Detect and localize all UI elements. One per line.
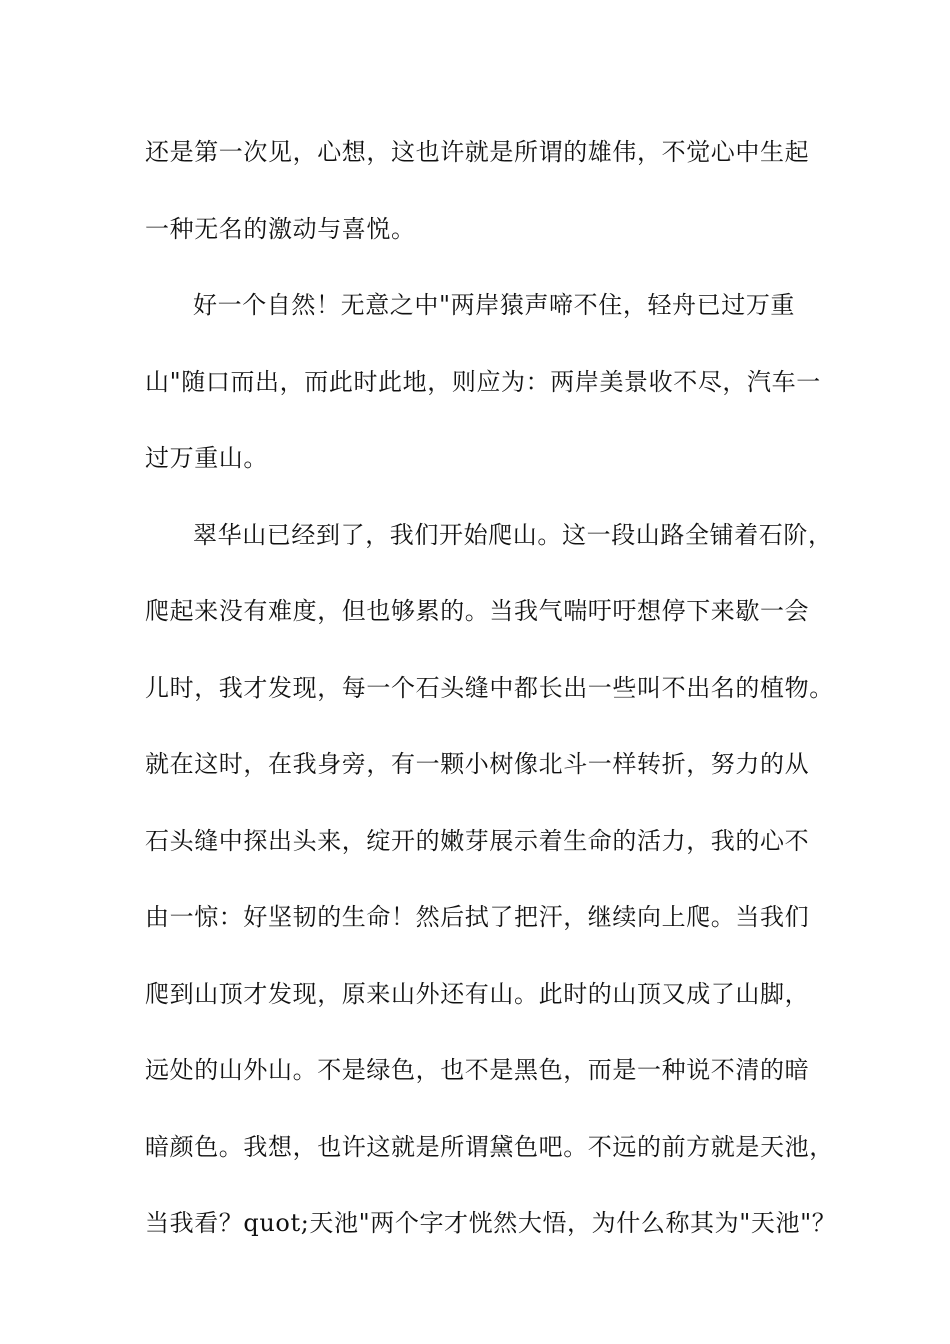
text-line: 爬起来没有难度，但也够累的。当我气喘吁吁想停下来歇一会 bbox=[145, 597, 810, 625]
paragraph-start-line: 翠华山已经到了，我们开始爬山。这一段山路全铺着石阶， bbox=[193, 520, 833, 549]
text-line: 石头缝中探出头来，绽开的嫩芽展示着生命的活力，我的心不 bbox=[145, 826, 810, 855]
text-line: 儿时，我才发现，每一个石头缝中都长出一些叫不出名的植物。 bbox=[145, 673, 834, 702]
text-line: 就在这时，在我身旁，有一颗小树像北斗一样转折，努力的从 bbox=[145, 750, 810, 778]
text-line: 远处的山外山。不是绿色，也不是黑色，而是一种说不清的暗 bbox=[145, 1056, 810, 1084]
text-line: 过万重山。 bbox=[145, 444, 268, 472]
text-line: 爬到山顶才发现，原来山外还有山。此时的山顶又成了山脚， bbox=[145, 979, 810, 1008]
text-line: 由一惊：好坚韧的生命！然后拭了把汗，继续向上爬。当我们 bbox=[145, 903, 810, 931]
text-line: 山"随口而出，而此时此地，则应为：两岸美景收不尽，汽车一 bbox=[145, 367, 821, 396]
body-text bbox=[145, 128, 837, 1276]
text-line: 还是第一次见，心想，这也许就是所谓的雄伟，不觉心中生起 bbox=[145, 138, 810, 166]
text-line: 暗颜色。我想，也许这就是所谓黛色吧。不远的前方就是天池， bbox=[145, 1132, 834, 1161]
text-line: 一种无名的激动与喜悦。 bbox=[145, 214, 416, 243]
paragraph-start-line: 好一个自然！无意之中"两岸猿声啼不住，轻舟已过万重 bbox=[193, 291, 796, 319]
text-line: 当我看？quot;天池"两个字才恍然大悟，为什么称其为"天池"？ bbox=[145, 1209, 837, 1237]
